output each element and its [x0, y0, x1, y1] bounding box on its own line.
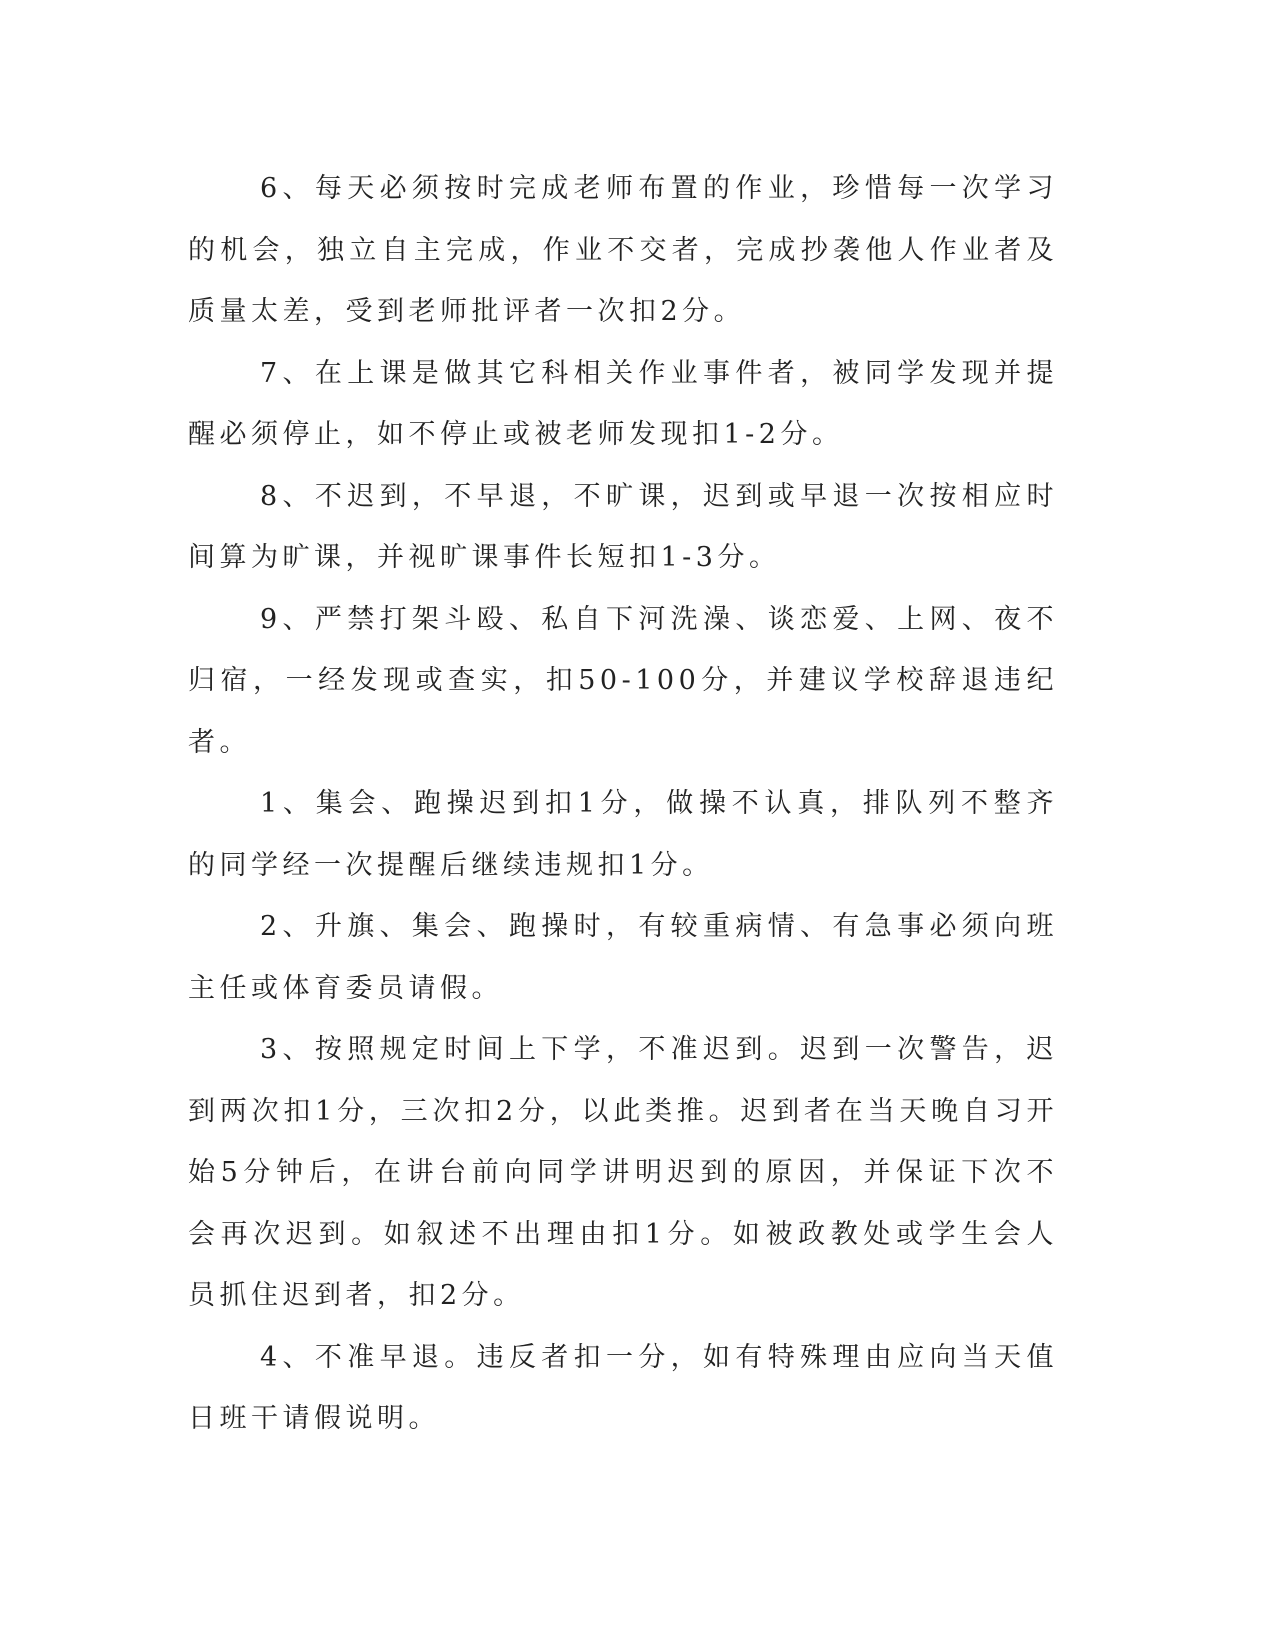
rule-paragraph-6: 6、每天必须按时完成老师布置的作业，珍惜每一次学习的机会，独立自主完成，作业不交者，完成抄袭他人作业者及质量太差，受到老师批评者一次扣2分。	[188, 173, 1058, 327]
rule-paragraph-3: 3、按照规定时间上下学，不准迟到。迟到一次警告，迟到两次扣1分，三次扣2分，以此类推。迟到者在当天晚自习开始5分钟后，在讲台前向同学讲明迟到的原因，并保证下次不会再次迟到。如叙述不出理由扣1分。如被政教处或学生会人员抓住迟到者，扣2分。	[188, 1034, 1058, 1311]
rule-paragraph-4: 4、不准早退。违反者扣一分，如有特殊理由应向当天值日班干请假说明。	[188, 1341, 1058, 1434]
rule-paragraph-2: 2、升旗、集会、跑操时，有较重病情、有急事必须向班主任或体育委员请假。	[188, 911, 1058, 1004]
document-body	[188, 158, 1058, 1450]
rule-paragraph-8: 8、不迟到，不早退，不旷课，迟到或早退一次按相应时间算为旷课，并视旷课事件长短扣1-3分。	[188, 480, 1058, 573]
rule-paragraph-1: 1、集会、跑操迟到扣1分，做操不认真，排队列不整齐的同学经一次提醒后继续违规扣1分。	[188, 788, 1058, 881]
rule-paragraph-7: 7、在上课是做其它科相关作业事件者，被同学发现并提醒必须停止，如不停止或被老师发现扣1-2分。	[188, 357, 1058, 450]
rule-paragraph-9: 9、严禁打架斗殴、私自下河洗澡、谈恋爱、上网、夜不归宿，一经发现或查实，扣50-100分，并建议学校辞退违纪者。	[188, 603, 1058, 758]
